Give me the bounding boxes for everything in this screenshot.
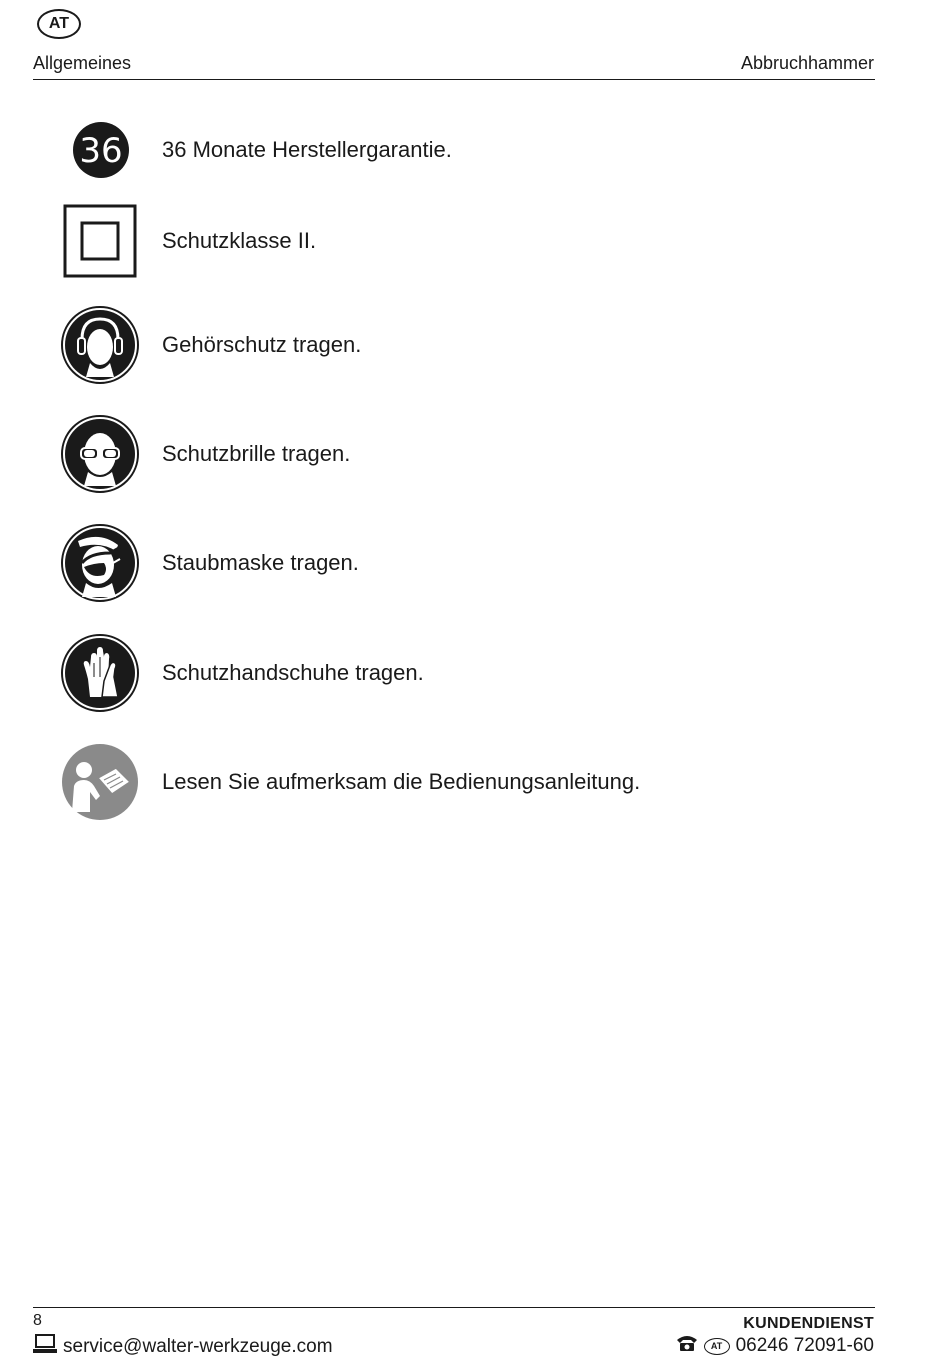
symbol-label: Schutzbrille tragen.	[162, 441, 351, 466]
header-divider	[33, 79, 875, 80]
symbol-row-read-manual	[0, 742, 950, 822]
product-title: Abbruchhammer	[740, 53, 874, 73]
phone-line	[676, 1334, 874, 1358]
symbol-label: Staubmaske tragen.	[162, 550, 359, 575]
warranty-badge-text: 36	[79, 131, 123, 171]
phone-country-badge	[704, 1338, 730, 1355]
symbol-row-dust-mask	[0, 523, 950, 603]
symbol-label: Lesen Sie aufmerksam die Bedienungsanleitung.	[162, 769, 641, 794]
symbol-label: 36 Monate Herstellergarantie.	[162, 137, 452, 162]
footer-divider	[33, 1307, 875, 1308]
email-line	[33, 1334, 333, 1360]
symbol-row-protective-gloves	[0, 633, 950, 713]
protective-gloves-icon	[60, 633, 140, 713]
page-number: 8	[33, 1312, 42, 1329]
symbol-label: Schutzhandschuhe tragen.	[162, 660, 424, 685]
read-manual-icon	[60, 742, 140, 822]
symbol-row-ear-protection	[0, 305, 950, 385]
phone-country-code: AT	[710, 1341, 723, 1351]
section-title: Allgemeines	[33, 53, 132, 73]
warranty-36-icon	[60, 110, 140, 190]
symbol-row-warranty	[0, 110, 950, 190]
symbol-label: Gehörschutz tragen.	[162, 332, 362, 357]
symbol-row-safety-goggles	[0, 414, 950, 494]
symbol-row-protection-class	[0, 201, 950, 281]
country-code: AT	[48, 15, 70, 32]
dust-mask-icon	[60, 523, 140, 603]
service-phone[interactable]: 06246 72091-60	[735, 1335, 874, 1356]
protection-class-ii-icon	[60, 201, 140, 281]
service-email[interactable]: service@walter-werkzeuge.com	[63, 1336, 333, 1357]
country-badge	[37, 9, 81, 39]
safety-goggles-icon	[60, 414, 140, 494]
laptop-icon	[33, 1334, 57, 1360]
ear-protection-icon	[60, 305, 140, 385]
telephone-icon	[676, 1334, 698, 1358]
service-label: KUNDENDIENST	[743, 1315, 874, 1332]
symbol-label: Schutzklasse II.	[162, 228, 317, 253]
